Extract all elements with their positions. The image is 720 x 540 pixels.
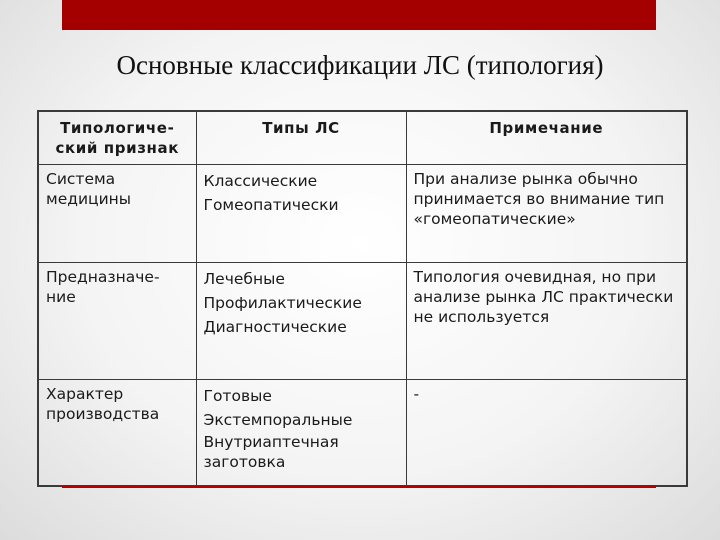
type-item: Лечебные	[203, 270, 285, 288]
type-item: Готовые	[203, 387, 272, 405]
cell-note: При анализе рынка обычно принимается во внимание тип «гомеопатические»	[406, 165, 687, 263]
header-note: Примечание	[406, 111, 687, 165]
header-sign: Типологиче- ский признак	[38, 111, 196, 165]
cell-sign: Система медицины	[38, 165, 196, 263]
typology-table	[37, 110, 688, 487]
cell-sign: Предназначе- ние	[38, 263, 196, 380]
table-header-row	[38, 111, 687, 165]
type-item: Экстемпоральные	[203, 411, 353, 429]
slide-title: Основные классификации ЛС (типология)	[116, 50, 604, 80]
type-item: Внутриаптечная заготовка	[203, 433, 339, 471]
type-item: Классические	[203, 172, 318, 190]
type-item: Диагностические	[203, 318, 347, 336]
type-item: Гомеопатически	[203, 196, 339, 214]
cell-types	[196, 165, 406, 263]
bottom-accent-line	[62, 486, 656, 488]
header-types: Типы ЛС	[196, 111, 406, 165]
table-row	[38, 263, 687, 380]
cell-types	[196, 380, 406, 486]
cell-sign: Характер производства	[38, 380, 196, 486]
table-row	[38, 165, 687, 263]
type-item: Профилактические	[203, 294, 362, 312]
cell-note: -	[406, 380, 687, 486]
cell-types	[196, 263, 406, 380]
table-row	[38, 380, 687, 486]
top-accent-bar	[62, 0, 656, 30]
cell-note: Типология очевидная, но при анализе рынка ЛС практически не используется	[406, 263, 687, 380]
